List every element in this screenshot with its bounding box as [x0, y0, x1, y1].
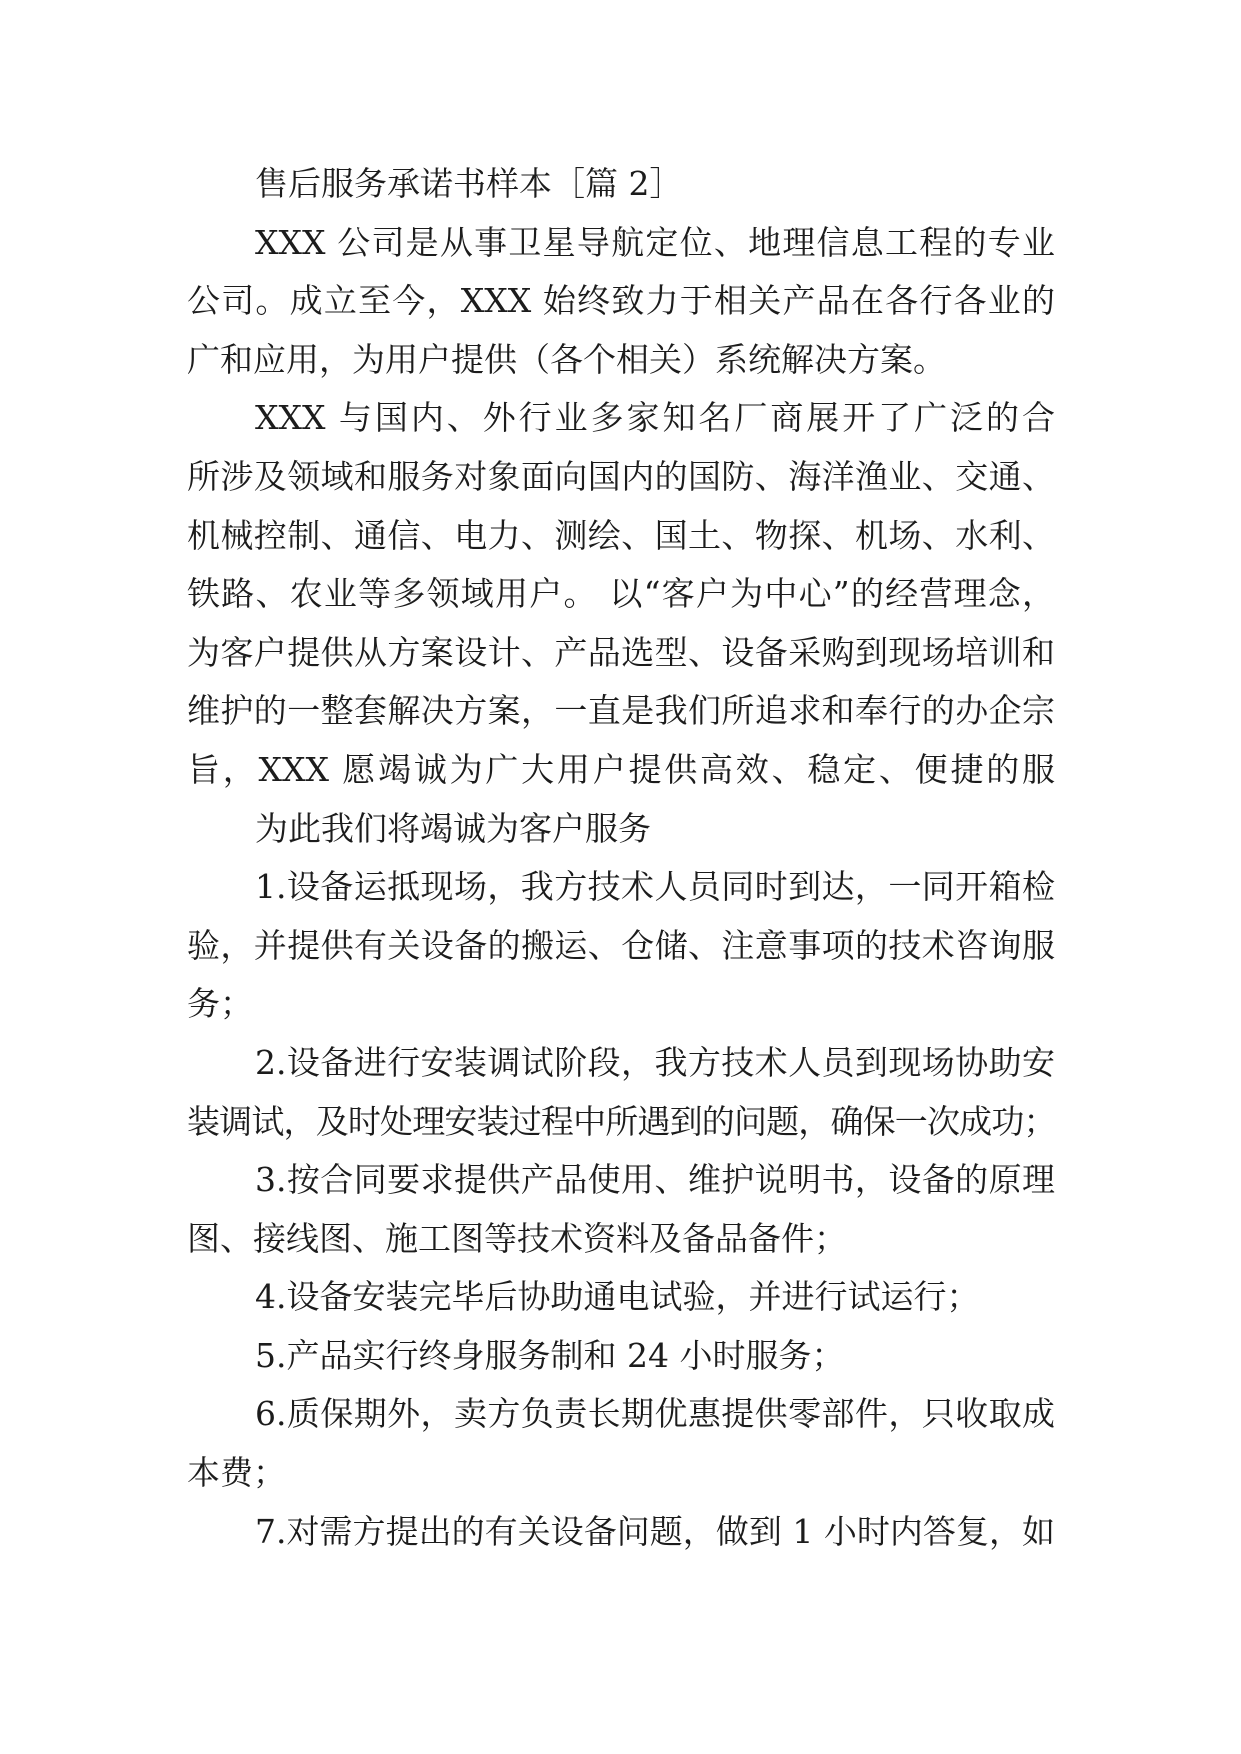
text-line: 5.产品实行终身服务制和 24 小时服务； — [255, 1335, 845, 1375]
list-item-3 — [187, 1151, 1055, 1268]
text-line: 图、接线图、施工图等技术资料及备品备件； — [187, 1218, 847, 1258]
text-line: XXX 与国内、外行业多家知名厂商展开了广泛的合 — [255, 398, 1055, 438]
text-line: 本费； — [187, 1453, 286, 1493]
text-line: 1.设备运抵现场，我方技术人员同时到达，一同开箱检 — [255, 867, 1055, 907]
text-line: 4.设备安装完毕后协助通电试验，并进行试运行； — [255, 1277, 980, 1317]
text-line: 为此我们将竭诚为客户服务 — [255, 808, 651, 848]
text-line: XXX 公司是从事卫星导航定位、地理信息工程的专业 — [255, 222, 1055, 262]
text-line: 机械控制、通信、电力、测绘、国土、物探、机场、水利、 — [187, 515, 1055, 555]
text-line: 维护的一整套解决方案，一直是我们所追求和奉行的办企宗 — [187, 691, 1055, 731]
text-line: 公司。成立至今，XXX 始终致力于相关产品在各行各业的 — [187, 281, 1055, 321]
text-line: 2.设备进行安装调试阶段，我方技术人员到现场协助安 — [255, 1042, 1055, 1082]
text-line: 3.按合同要求提供产品使用、维护说明书，设备的原理 — [255, 1160, 1055, 1200]
text-line: 装调试，及时处理安装过程中所遇到的问题，确保一次成功； — [187, 1101, 1055, 1141]
paragraph-cooperation — [187, 389, 1055, 799]
text-line: 验，并提供有关设备的搬运、仓储、注意事项的技术咨询服 — [187, 925, 1055, 965]
text-line: 6.质保期外，卖方负责长期优惠提供零部件，只收取成 — [255, 1394, 1055, 1434]
text-line: 广和应用，为用户提供（各个相关）系统解决方案。 — [187, 339, 946, 379]
list-item-2 — [187, 1034, 1055, 1151]
document-title: 售后服务承诺书样本［篇 2］ — [255, 164, 683, 203]
text-line: 所涉及领域和服务对象面向国内的国防、海洋渔业、交通、 — [187, 456, 1055, 496]
list-item-5 — [187, 1327, 1055, 1386]
list-item-7 — [187, 1503, 1055, 1562]
text-line: 为客户提供从方案设计、产品选型、设备采购到现场培训和 — [187, 632, 1055, 672]
paragraph-company-intro — [187, 214, 1055, 390]
text-line: 务； — [187, 984, 253, 1024]
paragraph-commitment-intro — [187, 800, 1055, 859]
list-item-1 — [187, 858, 1055, 1034]
text-line: 旨，XXX 愿竭诚为广大用户提供高效、稳定、便捷的服 — [187, 749, 1055, 789]
list-item-4 — [187, 1268, 1055, 1327]
document-body — [187, 155, 1055, 1561]
text-line: 铁路、农业等多领域用户。 以“客户为中心”的经营理念， — [187, 574, 1055, 614]
text-line: 7.对需方提出的有关设备问题，做到 1 小时内答复，如 — [255, 1511, 1055, 1551]
list-item-6 — [187, 1385, 1055, 1502]
